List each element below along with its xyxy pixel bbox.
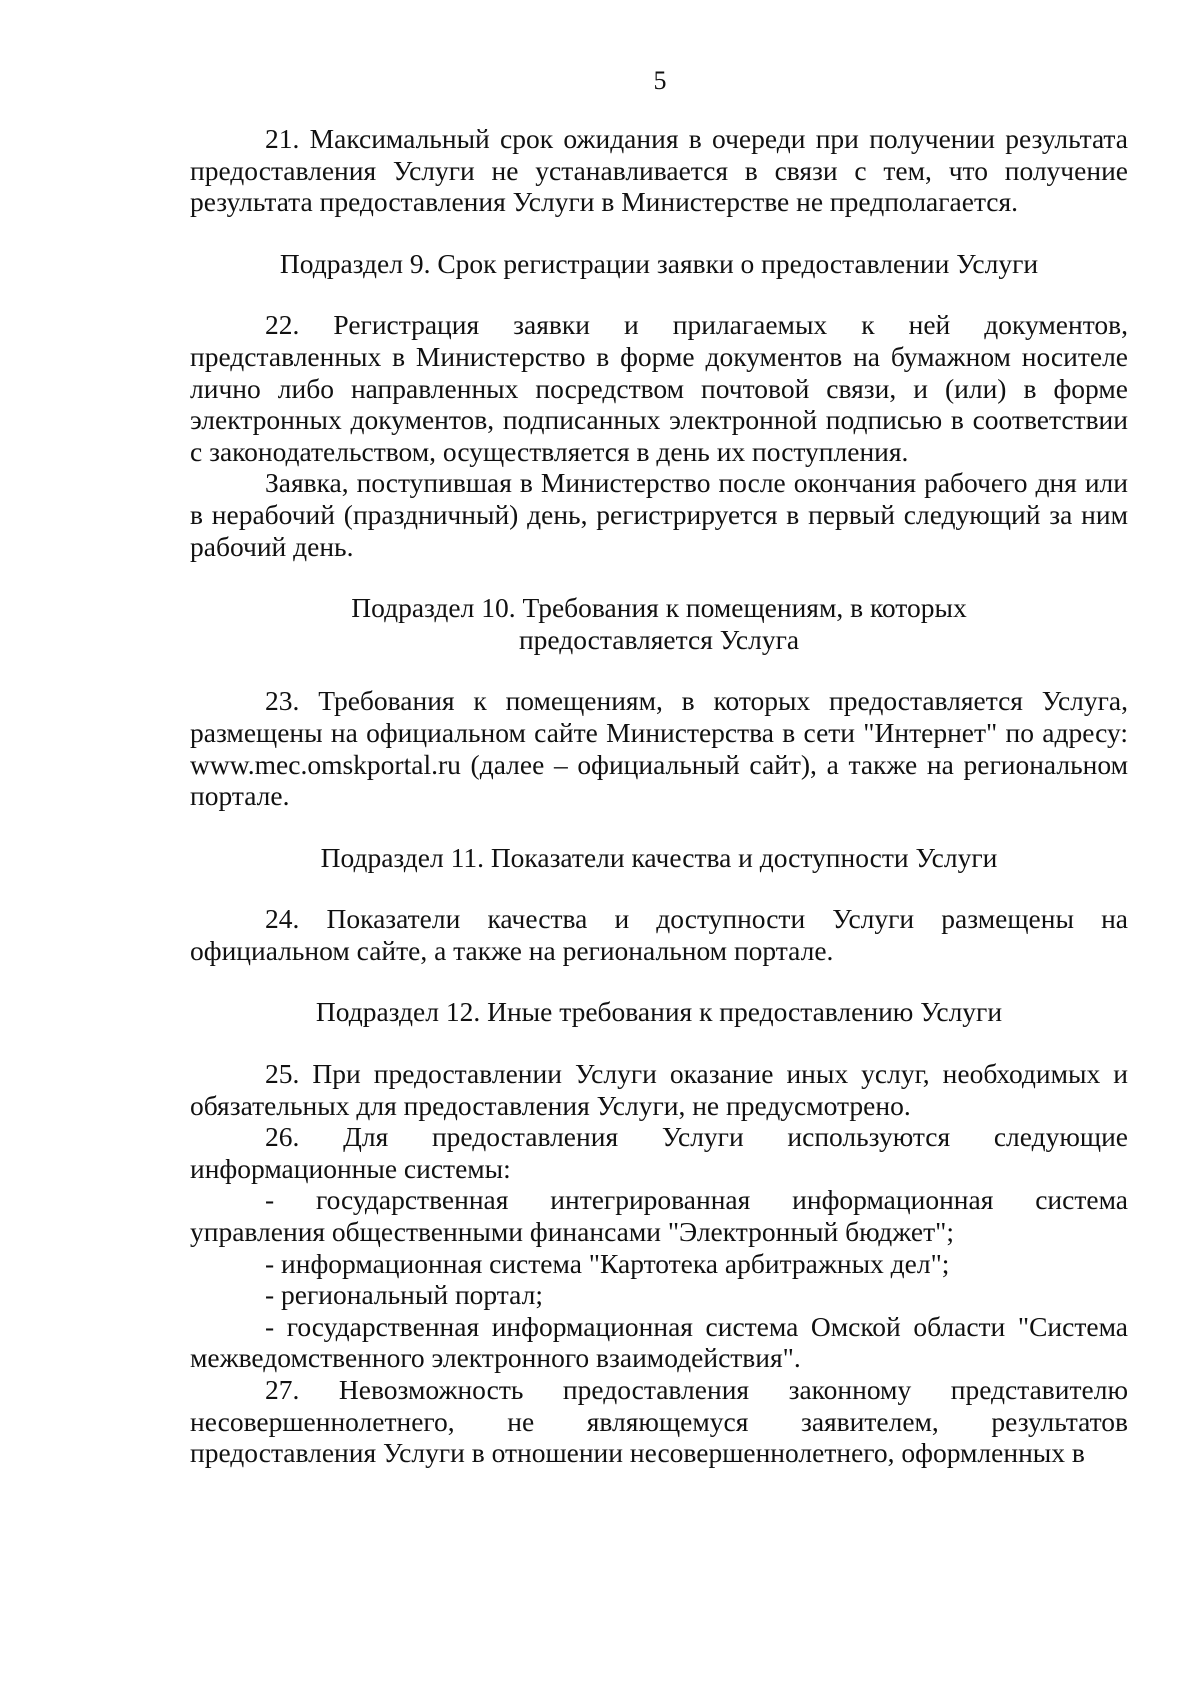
document-body xyxy=(190,123,1128,1469)
list-item-electronic-budget: - государственная интегрированная информационная система управления общественными финансами "Электронный бюджет"; xyxy=(190,1184,1128,1248)
paragraph-23: 23. Требования к помещениям, в которых предоставляется Услуга, размещены на официальном сайте Министерства в сети "Интернет" по адресу: www.mec.omskportal.ru (далее – официальный сайт), а также на региональном портале. xyxy=(190,685,1128,812)
page-number: 5 xyxy=(653,66,667,95)
paragraph-27: 27. Невозможность предоставления законному представителю несовершеннолетнего, не являющемуся заявителем, результатов предоставления Услуги в отношении несовершеннолетнего, оформленных в xyxy=(190,1374,1128,1469)
subsection-11-heading: Подраздел 11. Показатели качества и доступности Услуги xyxy=(320,841,998,873)
paragraph-22-continuation: Заявка, поступившая в Министерство после окончания рабочего дня или в нерабочий (праздничный) день, регистрируется в первый следующий за ним рабочий день. xyxy=(190,467,1128,562)
subsection-12-heading: Подраздел 12. Иные требования к предоставлению Услуги xyxy=(315,996,1003,1028)
paragraph-24: 24. Показатели качества и доступности Услуги размещены на официальном сайте, а также на региональном портале. xyxy=(190,903,1128,966)
paragraph-25: 25. При предоставлении Услуги оказание иных услуг, необходимых и обязательных для предоставления Услуги, не предусмотрено. xyxy=(190,1058,1128,1121)
subsection-9-heading: Подраздел 9. Срок регистрации заявки о предоставлении Услуги xyxy=(279,247,1039,279)
list-item-regional-portal: - региональный портал; xyxy=(265,1279,543,1311)
list-item-interagency-system: - государственная информационная система Омской области "Система межведомственного электронного взаимодействия". xyxy=(190,1310,1128,1374)
list-item-arbitration-cases: - информационная система "Картотека арбитражных дел"; xyxy=(265,1247,950,1279)
paragraph-21: 21. Максимальный срок ожидания в очереди при получении результата предоставления Услуги не устанавливается в связи с тем, что получение результата предоставления Услуги в Министерстве не предполагается. xyxy=(190,123,1128,218)
paragraph-22: 22. Регистрация заявки и прилагаемых к ней документов, представленных в Министерство в форме документов на бумажном носителе лично либо направленных посредством почтовой связи, и (или) в форме электронных документов, подписанных электронной подписью в соответствии с законодательством, осуществляется в день их поступления. xyxy=(190,309,1128,467)
paragraph-26: 26. Для предоставления Услуги используются следующие информационные системы: xyxy=(190,1121,1128,1184)
subsection-10-heading: Подраздел 10. Требования к помещениям, в которых предоставляется Услуга xyxy=(351,592,967,655)
